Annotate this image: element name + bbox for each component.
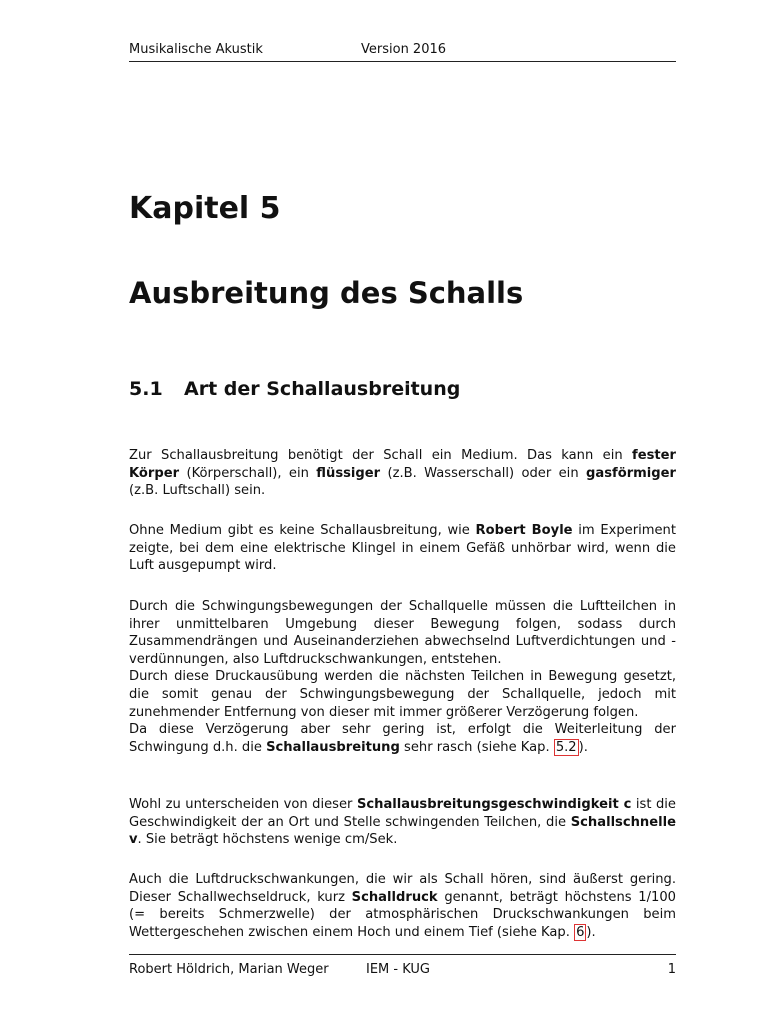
page-number: 1 — [667, 962, 676, 977]
p3-text: sehr rasch (siehe Kap. — [399, 739, 554, 755]
p1-text: Zur Schallausbreitung benötigt der Schall ein Medium. Das kann ein — [129, 448, 633, 463]
p3-text: ). — [578, 739, 588, 755]
p2-text: Ohne Medium gibt es keine Schallausbreitung, wie — [129, 523, 476, 538]
section-heading — [129, 378, 460, 400]
section-title: Art der Schallausbreitung — [184, 378, 461, 400]
p2-text: im Experiment zeigte, bei dem eine elektrische Klingel in einem Gefäß unhörbar wird, wenn die Luft ausgepumpt wird. — [129, 523, 676, 574]
p4-text: Wohl zu unterscheiden von dieser — [129, 797, 357, 812]
p5-text: genannt, beträgt höchstens 1/100 (= bereits Schmerzwelle) der atmosphärischen Druckschwankungen beim Wettergeschehen zwischen einem Hoch und einem Tief (siehe Kap. — [129, 889, 676, 940]
paragraph-3 — [129, 598, 676, 756]
p3-line-1: Durch die Schwingungsbewegungen der Schallquelle müssen die Luftteilchen in ihrer unmittelbaren Umgebung dieser Bewegung folgen, sodass durch Zusammendrängen und Auseinanderziehen abwechselnd Luftverdichtungen und -verdünnungen, also Luftdruckschwankungen, entstehen. — [129, 599, 676, 667]
paragraph-5 — [129, 871, 676, 941]
chapter-ref-link[interactable]: 6 — [576, 924, 585, 940]
footer-institution: IEM - KUG — [366, 962, 430, 977]
p1-text: (z.B. Wasserschall) oder ein — [380, 465, 586, 481]
paragraph-4 — [129, 796, 676, 849]
p4-text: . Sie beträgt höchstens wenige cm/Sek. — [137, 832, 398, 848]
p1-bold-gasfoermiger: gasförmiger — [586, 465, 676, 481]
p3-bold-schallausbreitung: Schallausbreitung — [266, 739, 400, 755]
p4-text: ist die Geschwindigkeit der an Ort und Stelle schwingenden Teilchen, die — [129, 797, 676, 830]
p3-line-2: Durch diese Druckausübung werden die nächsten Teilchen in Bewegung gesetzt, die somit genau der Schwingungsbewegung der Schallquelle, jedoch mit zunehmender Entfernung von dieser mit immer größerer Verzögerung folgen. — [129, 669, 676, 720]
p4-bold-ausbreitungsgeschwindigkeit: Schallausbreitungsgeschwindigkeit c — [356, 797, 632, 812]
chapter-label: Kapitel 5 — [129, 191, 281, 226]
p1-bold-fluessiger: flüssiger — [316, 465, 381, 481]
paragraph-2 — [129, 522, 676, 575]
p1-text: (Körperschall), ein — [179, 465, 317, 481]
p3-text: Da diese Verzögerung aber sehr gering ist, erfolgt die Weiterleitung der Schwingung d.h. die — [129, 722, 676, 755]
header-version: Version 2016 — [361, 42, 447, 57]
paragraph-1 — [129, 447, 676, 500]
header-left-title: Musikalische Akustik — [129, 42, 263, 57]
p5-bold-schalldruck: Schalldruck — [351, 889, 438, 905]
p5-text: Auch die Luftdruckschwankungen, die wir als Schall hören, sind äußerst gering. Dieser Schallwechseldruck, kurz — [129, 872, 676, 905]
footer-authors: Robert Höldrich, Marian Weger — [129, 962, 329, 977]
section-number: 5.1 — [129, 378, 163, 400]
p4-bold-schallschnelle: Schallschnelle v — [129, 814, 676, 848]
chapter-title: Ausbreitung des Schalls — [129, 276, 524, 310]
footer-rule — [129, 954, 676, 955]
p3-line-3 — [129, 721, 676, 756]
p1-bold-fester-koerper: fester Körper — [129, 448, 676, 481]
section-ref-link[interactable]: 5.2 — [555, 739, 577, 755]
header-rule — [129, 61, 676, 62]
page-footer — [129, 962, 676, 980]
p1-text: (z.B. Luftschall) sein. — [129, 483, 266, 499]
p2-bold-robert-boyle: Robert Boyle — [475, 523, 573, 538]
p5-text: ). — [586, 924, 596, 940]
page-header — [129, 42, 676, 60]
